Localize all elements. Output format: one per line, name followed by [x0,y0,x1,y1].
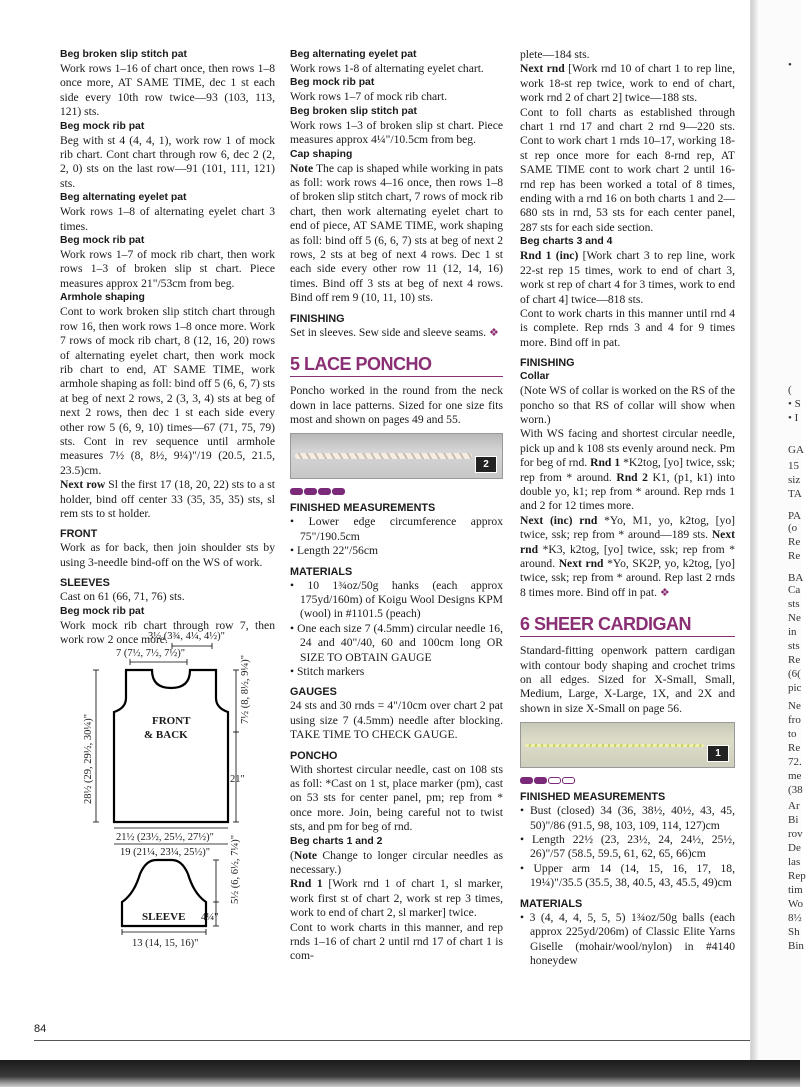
next-page-fragment: De [788,842,801,854]
yarn-weight-badge: 2 [475,456,497,473]
next-page-fragment: (6( [788,668,801,680]
back-label: & BACK [144,729,188,741]
section-heading: Beg mock rib pat [60,235,145,247]
paragraph: Work rows 1–8 of alternating eyelet chart 3 times. [60,205,275,233]
section-heading: Armhole shaping [60,292,145,304]
section-heading: Beg mock rib pat [290,77,375,89]
paragraph [290,326,503,340]
dim-armhole: 7½ (8, 8½, 9¼)" [240,654,251,724]
section-heading: Beg broken slip stitch pat [60,49,188,60]
schematic-diagram [60,628,285,973]
next-page-fragment: Ne [788,612,801,624]
list-item: • 3 (4, 4, 4, 5, 5, 5) 1¾oz/50g balls (each approx 225yd/206m) of Classic Elite Yarns Giselle (mohair/wool/nylon) in #4140 honeydew [520,910,735,967]
pattern-intro: Standard-fitting openwork pattern cardigan with contour body shaping and crochet trims on all edges. Sized for X-Small, Small, Medium, Large, X-Large, 1X, and 2X and shown in size X-Small on page 56. [520,644,735,715]
column-middle [290,48,503,964]
next-page-fragment: Wo [788,898,804,910]
section-heading: Beg mock rib pat [60,120,145,132]
pattern-title [520,614,735,637]
paragraph: (Note WS of collar is worked on the RS of the poncho so that RS of collar will show when worn.) [520,384,735,426]
pattern-intro: Poncho worked in the round from the neck down in lace patterns. Sized for one size fits most and shown on pages 49 and 55. [290,384,503,426]
paragraph: Beg with st 4 (4, 4, 1), work row 1 of mock rib chart. Cont chart through row 6, dec 2 (2, 2, 0) sts on the last row—91 (101, 111, 121) sts. [60,133,275,190]
next-page-fragment: • I [788,412,799,424]
paragraph: Work rows 1–7 of mock rib chart. [290,90,448,104]
skill-dot [332,488,345,495]
measurements-list [290,515,503,558]
bold-term: Rnd 1 (inc) [520,249,579,263]
next-page-fragment: pic [788,682,802,694]
next-page-fragment: sts [788,598,800,610]
paragraph-text: K1, (p1, k1) into double yo, k1; rep from * around. Rep rnds 1 and 2 for 12 times more. [520,470,736,513]
bold-term: Rnd 1 [290,877,323,891]
paragraph-text: Sl the first 17 (18, 20, 22) sts to a st holder, bind off center 33 (35, 35, 35) sts, sl rem sts to st holder. [60,478,275,520]
page-fold-shadow [751,0,758,1087]
next-page-fragment: tim [788,884,803,896]
section-heading: PONCHO [290,749,338,762]
bold-term: Next (inc) rnd [520,513,598,527]
paragraph-text: Set in sleeves. Sew side and sleeve seams. [290,325,487,339]
front-label: FRONT [152,715,191,727]
section-heading: FINISHING [520,357,575,370]
measurements-list [520,804,735,890]
section-heading: FRONT [60,528,98,541]
next-page-fragment: Re [788,550,801,562]
dim-cap: 5½ (6, 6½, 7¼)" [230,834,241,904]
bold-term: Next row [60,478,106,492]
yarn-weight-badge: 1 [707,745,729,762]
list-item: • Upper arm 14 (14, 15, 16, 17, 18, 19¼)"/35.5 (35.5, 38, 40.5, 43, 45.5, 49)cm [520,861,735,890]
next-page-fragment: 15 [788,460,799,472]
skill-dot [548,777,561,784]
next-page-fragment: (o [788,522,798,534]
bold-term: Next rnd [520,62,565,76]
dim-shoulder: 3½ (3¾, 4¼, 4½)" [148,631,225,642]
pattern-number: 5 [290,354,300,375]
list-item: • Lower edge circumference approx 75"/190.5cm [290,515,503,543]
paragraph: Cont to work charts in this manner, and rep rnds 1–16 of chart 2 until rnd 17 of chart 1 is com- [290,920,503,963]
bold-term: Rnd 2 [616,470,648,484]
next-page-fragment: rov [788,828,803,840]
section-heading: SLEEVES [60,577,110,590]
next-page-fragment: ( [788,384,792,396]
next-page-fragment: GA [788,444,804,456]
dim-sleeve-height: 4¼" [201,912,219,923]
paragraph: plete—184 sts. [520,48,590,61]
paragraph: Work rows 1–3 of broken slip st chart. Piece measures approx 4¼"/10.5cm from beg. [290,118,503,147]
bold-term: Next rnd [558,557,604,570]
next-page-fragment: (38 [788,784,803,796]
next-page-fragment: Re [788,742,801,754]
page-number: 84 [34,1023,47,1035]
skill-dot [520,777,533,784]
materials-list [290,579,503,680]
yarn-strand [295,453,472,459]
next-page-fragment: sts [788,640,800,652]
next-page-fragment: Re [788,654,801,666]
paragraph [290,877,503,920]
section-heading: FINISHING [290,312,345,325]
next-page-fragment: Re [788,536,801,548]
column-left [60,48,275,647]
next-page-fragment: 8½ [788,912,802,924]
section-heading: Beg mock rib pat [60,605,145,617]
paragraph: Work rows 1–7 of mock rib chart, then work rows 1–3 of broken slip st chart. Piece measures approx 21"/53cm from beg. [60,248,275,290]
bold-term: Note [293,848,318,862]
section-heading: Beg charts 1 and 2 [290,835,383,847]
list-item: • One each size 7 (4.5mm) circular needle 16, 24 and 40"/40, 60 and 100cm long OR SIZE TO OBTAIN GAUGE [290,621,503,664]
skill-dot [290,488,303,495]
skill-dot [318,488,331,495]
paragraph-text: [Work rnd 10 of chart 1 to rep line, work 18-st rep twice, work to end of chart, work rnd 2 of chart 2] twice—188 sts. [520,62,735,105]
skill-level-indicator [290,485,503,493]
section-heading: FINISHED MEASUREMENTS [520,791,666,804]
paragraph-text: [Work chart 3 to rep line, work 22-st rep 15 times, work to end of chart 3, work st rep of chart 4 for 3 times, work to end of chart 4] twice—818 sts. [520,249,735,306]
pattern-number: 6 [520,614,530,635]
next-page-fragment: me [788,770,802,782]
section-heading: MATERIALS [520,897,583,910]
paragraph [60,478,275,521]
section-heading: FINISHED MEASUREMENTS [290,502,436,515]
section-heading: Beg broken slip stitch pat [290,105,418,117]
paragraph: Work mock rib chart through row 7, then work row 2 once more. [60,618,275,646]
paragraph: Work rows 1–16 of chart once, then rows 1–8 once more, AT SAME TIME, dec 1 st each side every 10th row twice—93 (103, 113, 121) sts. [60,62,275,119]
paragraph: Work as for back, then join shoulder sts by using 3-needle bind-off on the WS of work. [60,541,275,569]
next-page-fragment: Ca [788,584,801,596]
next-page-fragment: Bin [788,940,804,952]
next-page-fragment: • [788,59,792,71]
next-page-fragment: fro [788,714,801,726]
paragraph-text: *K2tog, [yo] twice, ssk; rep from * around. [520,456,735,484]
paragraph [520,62,735,105]
paragraph [520,427,735,513]
next-page-fragment: Rep [788,870,806,882]
dim-chest: 21½ (23½, 25½, 27½)" [116,832,214,843]
paragraph-text: *Yo, SK2P, yo, k2tog, [yo] twice, ssk; rep from * around. Rep last 2 rnds 8 times more. Bind off in pat. [520,557,735,599]
paragraph: Cont to work charts in this manner until rnd 4 is complete. Rep rnds 3 and 4 for 9 times more. Bind off in pat. [520,306,735,349]
section-heading: Cap shaping [290,148,353,160]
dim-hem: 19 (21¼, 23¼, 25½)" [120,847,211,858]
pattern-name: SHEER CARDIGAN [534,614,692,635]
paragraph: Work rows 1-8 of alternating eyelet chart. [290,62,484,75]
next-page-fragment: Ne [788,700,801,712]
pattern-title [290,354,503,377]
next-page-fragment: TA [788,488,802,500]
bold-term: Next rnd [520,528,735,556]
bold-term: Note [290,161,314,175]
dim-neck: 7 (7½, 7½, 7½)" [116,648,186,659]
paragraph: (Note Change to longer circular needles as necessary.) [290,848,503,877]
bold-term: Rnd 1 [590,456,621,470]
section-heading: GAUGES [290,686,337,699]
next-page-fragment: Ar [788,800,800,812]
next-page-fragment: las [788,856,801,868]
section-heading: MATERIALS [290,565,353,578]
list-item: • Stitch markers [290,664,365,678]
next-page-fragment: siz [788,474,801,486]
list-item: • Length 22"/56cm [290,544,379,558]
scan-bottom-edge [0,1060,800,1087]
list-item: • Bust (closed) 34 (36, 38½, 40½, 43, 45, 50)"/86 (91.5, 98, 103, 109, 114, 127)cm [520,804,735,832]
next-page-fragment: 72. [788,756,802,768]
list-item: • 10 1¾oz/50g hanks (each approx 175yd/160m) of Koigu Wool Designs KPM (wool) in #1101.5 (peach) [290,578,503,621]
next-page-fragment: BA [788,572,804,584]
dim-body: 21" [230,774,245,785]
end-ornament-icon: ❖ [489,325,499,339]
paragraph-text: *K3, k2tog, [yo] twice, ssk; rep from * around. [520,542,735,570]
sleeve-label: SLEEVE [142,911,186,923]
materials-list [520,911,735,969]
paragraph: Cont to foll charts as established through chart 1 rnd 17 and chart 2 rnd 9—220 sts. Cont to work chart 1 rnds 10–17, working 18-st rep once more for each 8-rnd rep, AT SAME TIME cont to work chart 2 until 16-rnd rep has been worked a total of 8 times, ending with a rnd 16 on both charts 1 and 2—680 sts in rnd, 53 sts for each center panel, 287 sts for each side section. [520,105,735,234]
yarn-strand [525,744,704,747]
skill-dot [534,777,547,784]
yarn-swatch-photo [520,722,735,768]
skill-level-indicator [520,774,735,782]
next-page-edge [750,0,806,1087]
next-page-fragment: in [788,626,797,638]
paragraph-text: *Yo, M1, yo, k2tog, [yo] twice, ssk; rep from * around—189 sts. [520,513,735,542]
paragraph-text: With WS facing and shortest circular needle, pick up and k 108 sts evenly around neck. Pm for beg of rnd. [520,427,735,470]
section-heading: Collar [520,371,550,383]
paragraph-text: [Work rnd 1 of chart 1, sl marker, work first st of chart 2, work st rep 3 times, work to end of chart 2, sl marker] twice. [290,877,503,920]
paragraph [520,514,735,600]
section-heading: Beg alternating eyelet pat [290,49,417,60]
end-ornament-icon: ❖ [659,585,670,599]
yarn-swatch-photo [290,433,503,479]
front-back-outline [114,670,228,822]
next-page-fragment: Sh [788,926,800,938]
paragraph-text: The cap is shaped while working in pats as foll: work rows 4–16 once, then rows 1–8 of broken slip stitch chart, 7 rows of mock rib chart, then work alternating eyelet chart to end of piece, AT SAME TIME, work shaping as foll: bind off 5 (6, 6, 7) sts at beg of next 2 rows, 2 sts at beg of next 4 rows. Dec 1 st each side every other row 11 (12, 14, 16) times. Bind off 3 sts at beg of next 4 rows. Bind off rem 9 (10, 11, 10) sts. [290,161,503,305]
paragraph [520,249,735,307]
dim-length: 28½ (29, 29½, 30¼)" [83,713,94,804]
pattern-name: LACE PONCHO [304,354,432,375]
next-page-fragment: • S [788,398,801,410]
paragraph: Cont to work broken slip stitch chart through row 16, then work rows 1–8 once more. Work 7 rows of mock rib chart, 8 (12, 16, 20) rows of alternating eyelet chart, then work mock rib chart to end, AT SAME TIME, work armhole shaping as foll: bind off 5 (6, 6, 7) sts at beg of next 2 rows, 2 (3, 3, 4) sts at beg of next 2 rows, then dec 1 st each side every other row 5 (6, 9, 10) times—67 (71, 75, 79) sts. Cont in rev sequence until armhole measures 7½ (8, 8½, 9¼)"/19 (20.5, 21.5, 23.5)cm. [60,305,275,477]
paragraph-text: Change to longer circular needles as necessary.) [290,848,503,877]
section-heading: Beg charts 3 and 4 [520,236,613,248]
footer-rule [34,1040,750,1041]
paragraph [290,162,503,306]
skill-dot [304,488,317,495]
column-right [520,48,735,968]
next-page-fragment: Bi [788,814,799,826]
next-page-fragment: PA [788,510,802,522]
dim-sleeve-width: 13 (14, 15, 16)" [132,938,199,949]
skill-dot [562,777,575,784]
paragraph: 24 sts and 30 rnds = 4"/10cm over chart 2 pat using size 7 (4.5mm) needle after blocking. TAKE TIME TO CHECK GAUGE. [290,699,503,742]
next-page-fragment: to [788,728,797,740]
list-item: • Length 22½ (23, 23½, 24, 24½, 25½, 26)"/57 (58.5, 59.5, 61, 62, 65, 66)cm [520,833,735,861]
section-heading: Beg alternating eyelet pat [60,192,187,204]
paragraph: Cast on 61 (66, 71, 76) sts. [60,590,185,604]
paragraph: With shortest circular needle, cast on 108 sts as foll: *Cast on 1 st, place marker (pm), cast on 53 sts for center panel, pm; rep from * once more. Join, being careful not to twist sts, and pm for beg of rnd. [290,762,503,834]
